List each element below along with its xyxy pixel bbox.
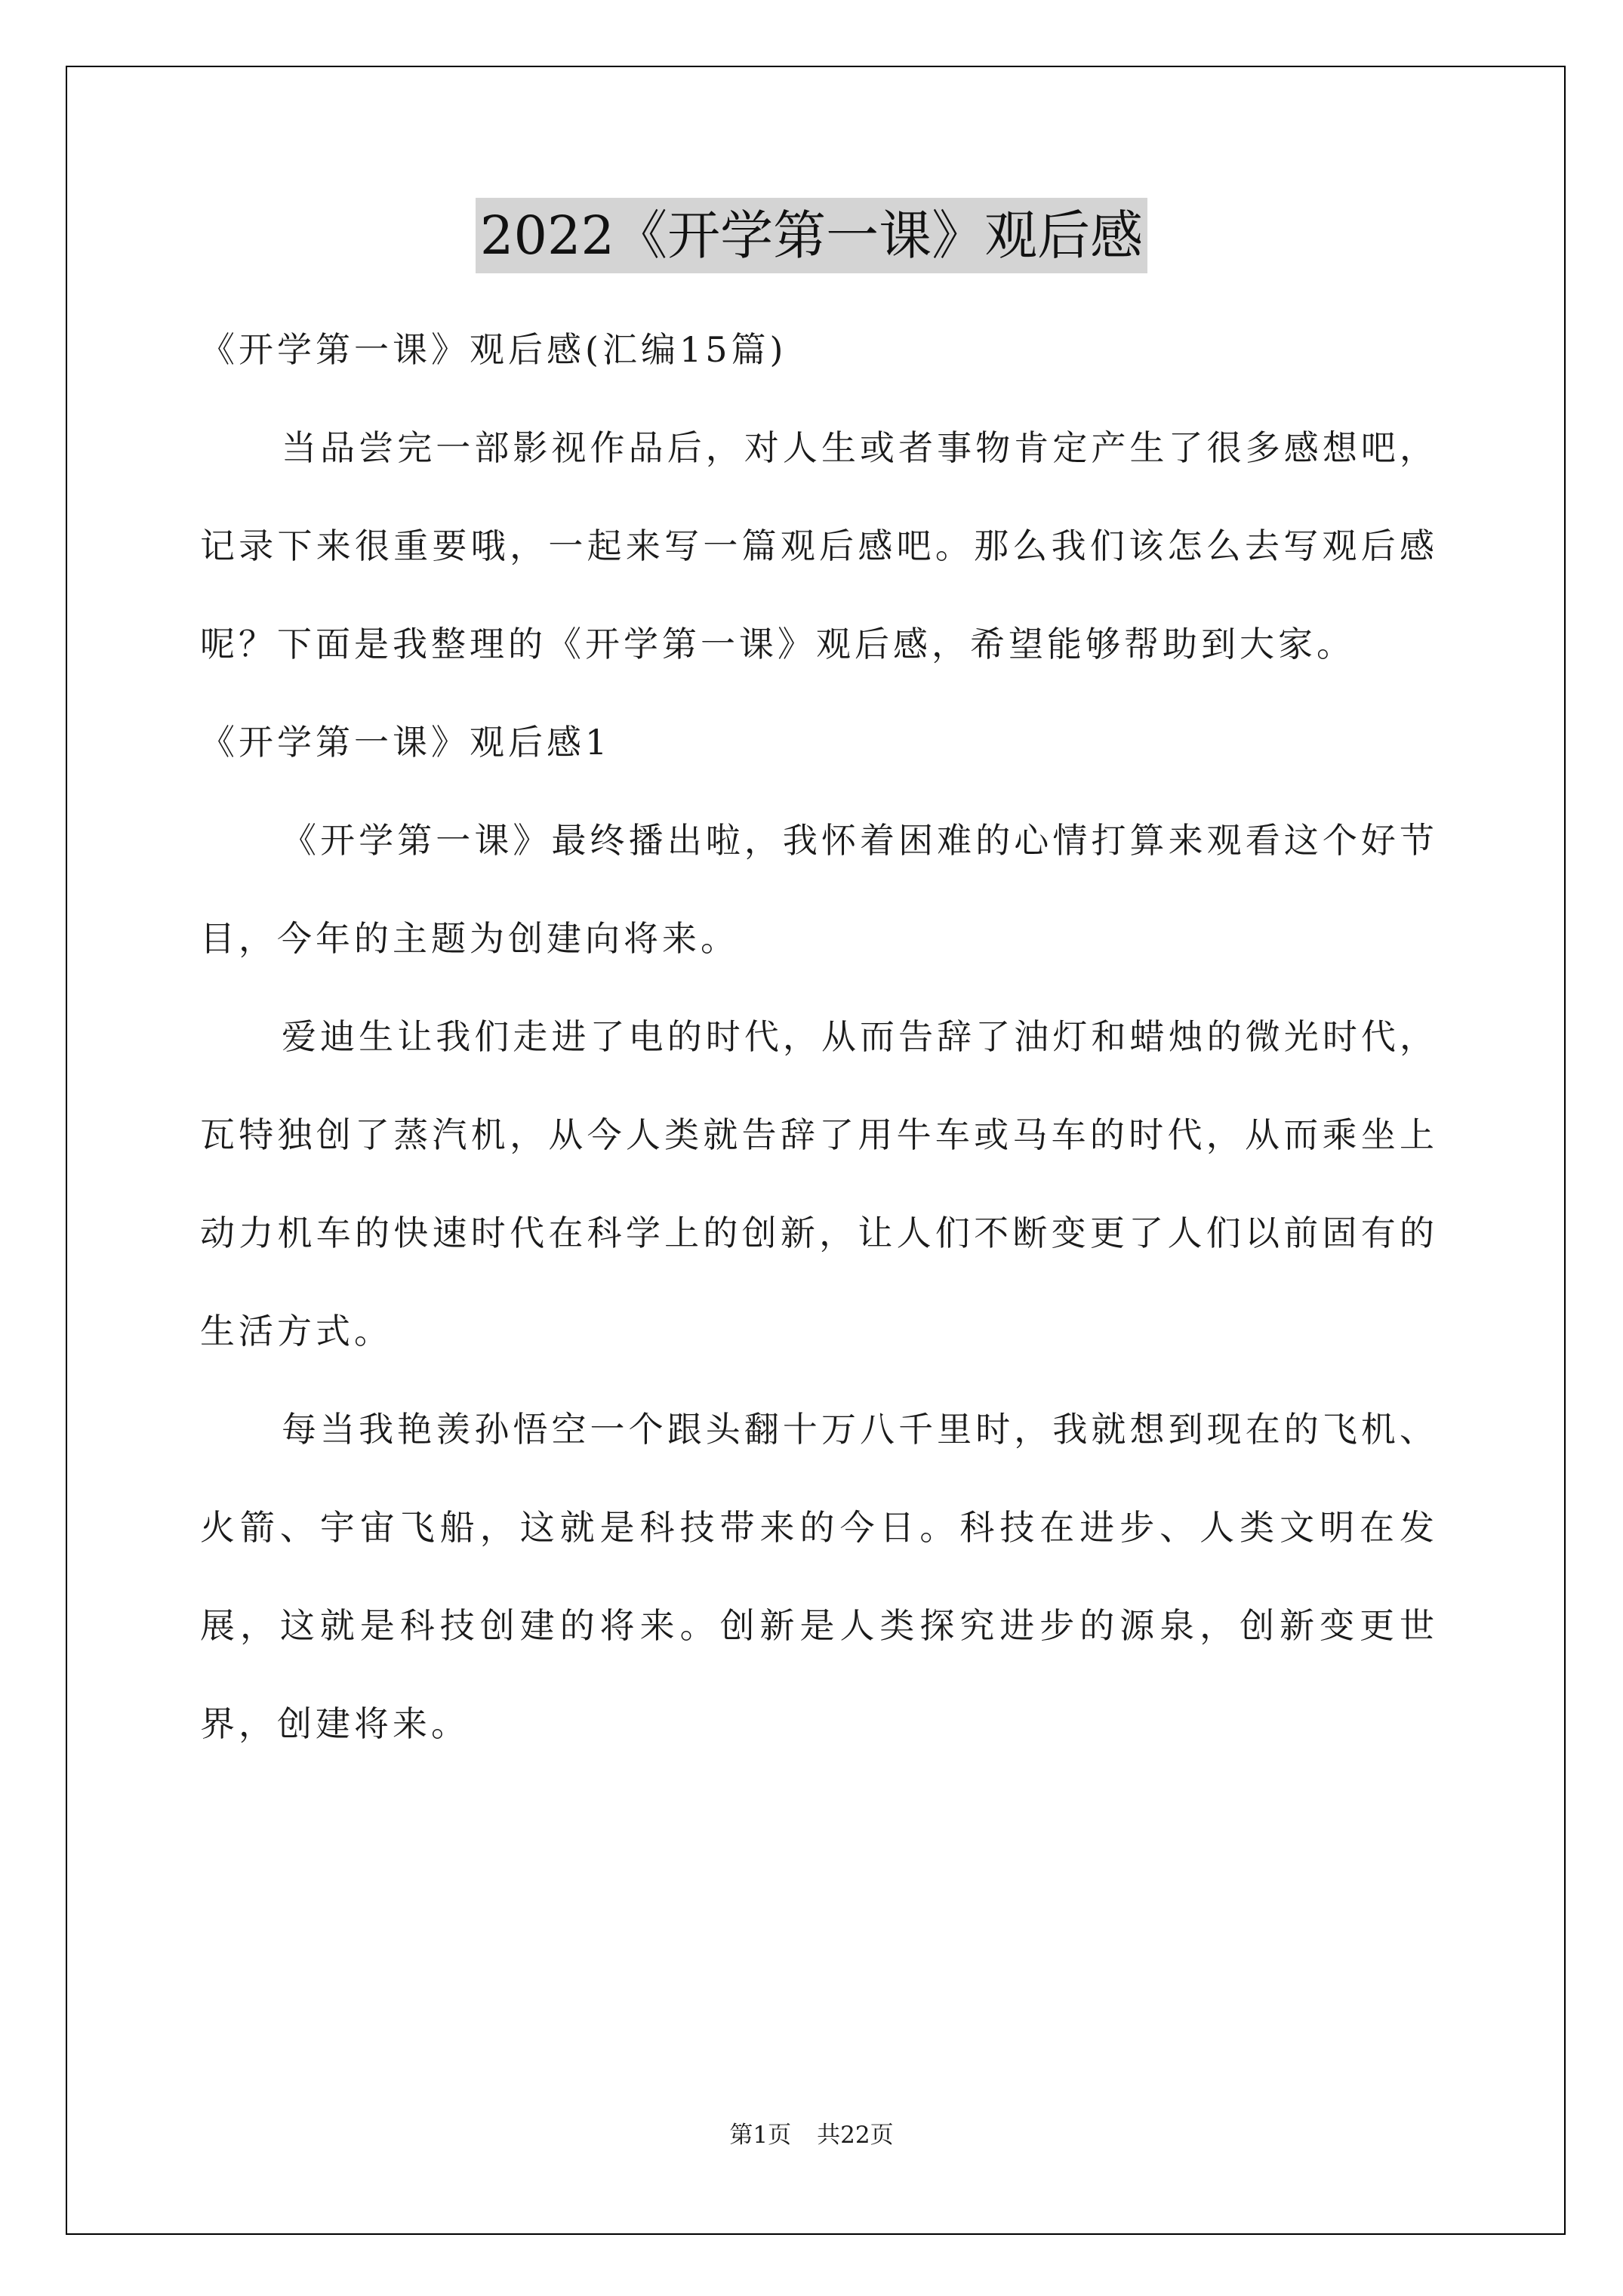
paragraph-heading-1: 《开学第一课》观后感1	[200, 722, 611, 763]
paragraph-intro: 当品尝完一部影视作品后，对人生或者事物肯定产生了很多感想吧，记录下来很重要哦，一起来写一篇观后感吧。那么我们该怎么去写观后感呢？下面是我整理的《开学第一课》观后感，希望能够帮助到大家。	[200, 427, 1438, 664]
paragraph-body-1: 《开学第一课》最终播出啦，我怀着困难的心情打算来观看这个好节目，今年的主题为创建向将来。	[200, 820, 1438, 959]
page-number: 第1页	[729, 2122, 792, 2149]
page-total: 共22页	[817, 2122, 894, 2149]
page-footer	[0, 2120, 1623, 2150]
document-body	[200, 300, 1438, 1773]
paragraph-body-2: 爱迪生让我们走进了电的时代，从而告辞了油灯和蜡烛的微光时代，瓦特独创了蒸汽机，从今人类就告辞了用牛车或马车的时代，从而乘坐上动力机车的快速时代在科学上的创新，让人们不断变更了人们以前固有的生活方式。	[200, 1016, 1438, 1351]
document-title: 2022《开学第一课》观后感	[476, 198, 1147, 273]
paragraph-subtitle: 《开学第一课》观后感(汇编15篇)	[200, 329, 787, 370]
title-container	[0, 198, 1623, 273]
paragraph-body-3: 每当我艳羡孙悟空一个跟头翻十万八千里时，我就想到现在的飞机、火箭、宇宙飞船，这就是科技带来的今日。科技在进步、人类文明在发展，这就是科技创建的将来。创新是人类探究进步的源泉，创新变更世界，创建将来。	[200, 1409, 1438, 1744]
